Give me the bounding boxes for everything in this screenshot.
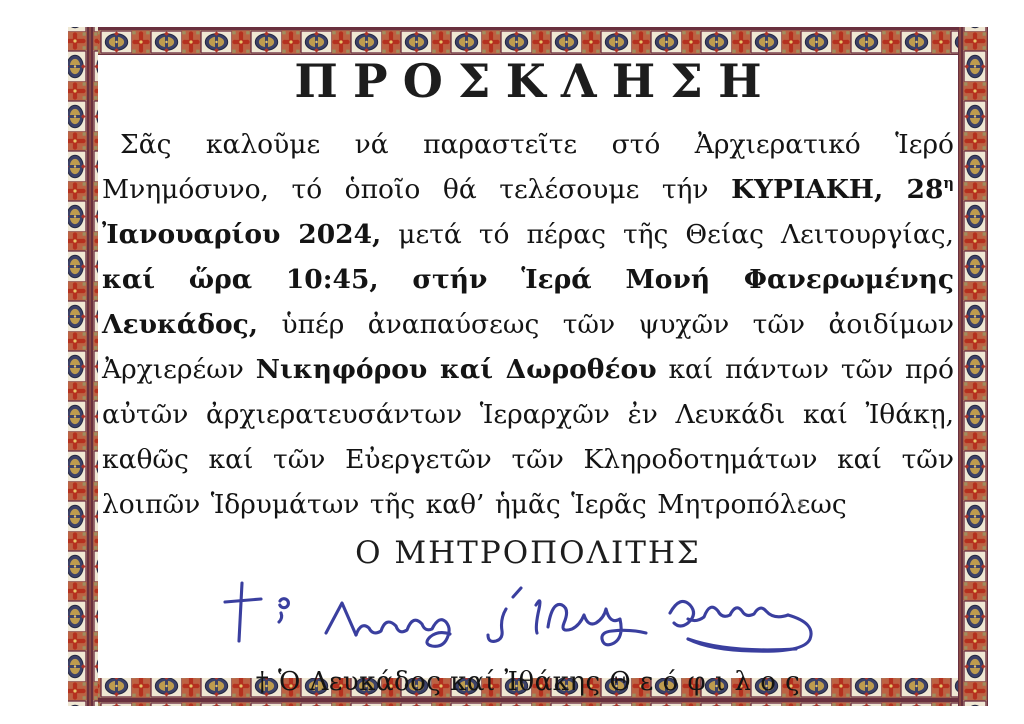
invitation-content	[102, 54, 954, 697]
page-title: ΠΡΟΣΚΛΗΣΗ	[294, 54, 777, 108]
border-top	[68, 27, 988, 55]
border-left	[68, 27, 98, 706]
signature-block	[218, 575, 838, 667]
metropolitan-heading: Ο ΜΗΤΡΟΠΟΛΙΤΗΣ	[355, 535, 701, 571]
signature-caption: † Ὁ Λευκάδος καί Ἰθάκης Θ ε ό φ ι λ ο ς	[255, 667, 801, 697]
invitation-body: Σᾶς καλοῦμε νά παραστεῖτε στό Ἀρχιερατικό Ἱερό Μνημόσυνο, τό ὁποῖο θά τελέσουμε τήν ΚΥΡΙΑΚΗ, $28^\eta$ Ἰανουαρίου 2024, μετά τό πέρας τῆς Θείας Λειτουργίας, καί ὥρα 10:45, στήν Ἱερά Μονή Φανερωμένης Λευκάδος, ὑπέρ ἀναπαύσεως τῶν ψυχῶν τῶν ἀοιδίμων Ἀρχιερέων Νικηφόρου καί Δωροθέου καί πάντων τῶν πρό αὐτῶν ἀρχιερατευσάντων Ἱεραρχῶν ἐν Λευκάδι καί Ἰθάκῃ, καθῶς καί τῶν Εὐεργετῶν τῶν Κληροδοτημάτων καί τῶν λοιπῶν Ἱδρυμάτων τῆς καθ’ ἡμᾶς Ἱερᾶς Μητροπόλεως	[102, 129, 955, 520]
scan-artifact	[799, 499, 803, 508]
border-right	[958, 27, 988, 706]
signature-handwriting-icon	[218, 575, 838, 667]
